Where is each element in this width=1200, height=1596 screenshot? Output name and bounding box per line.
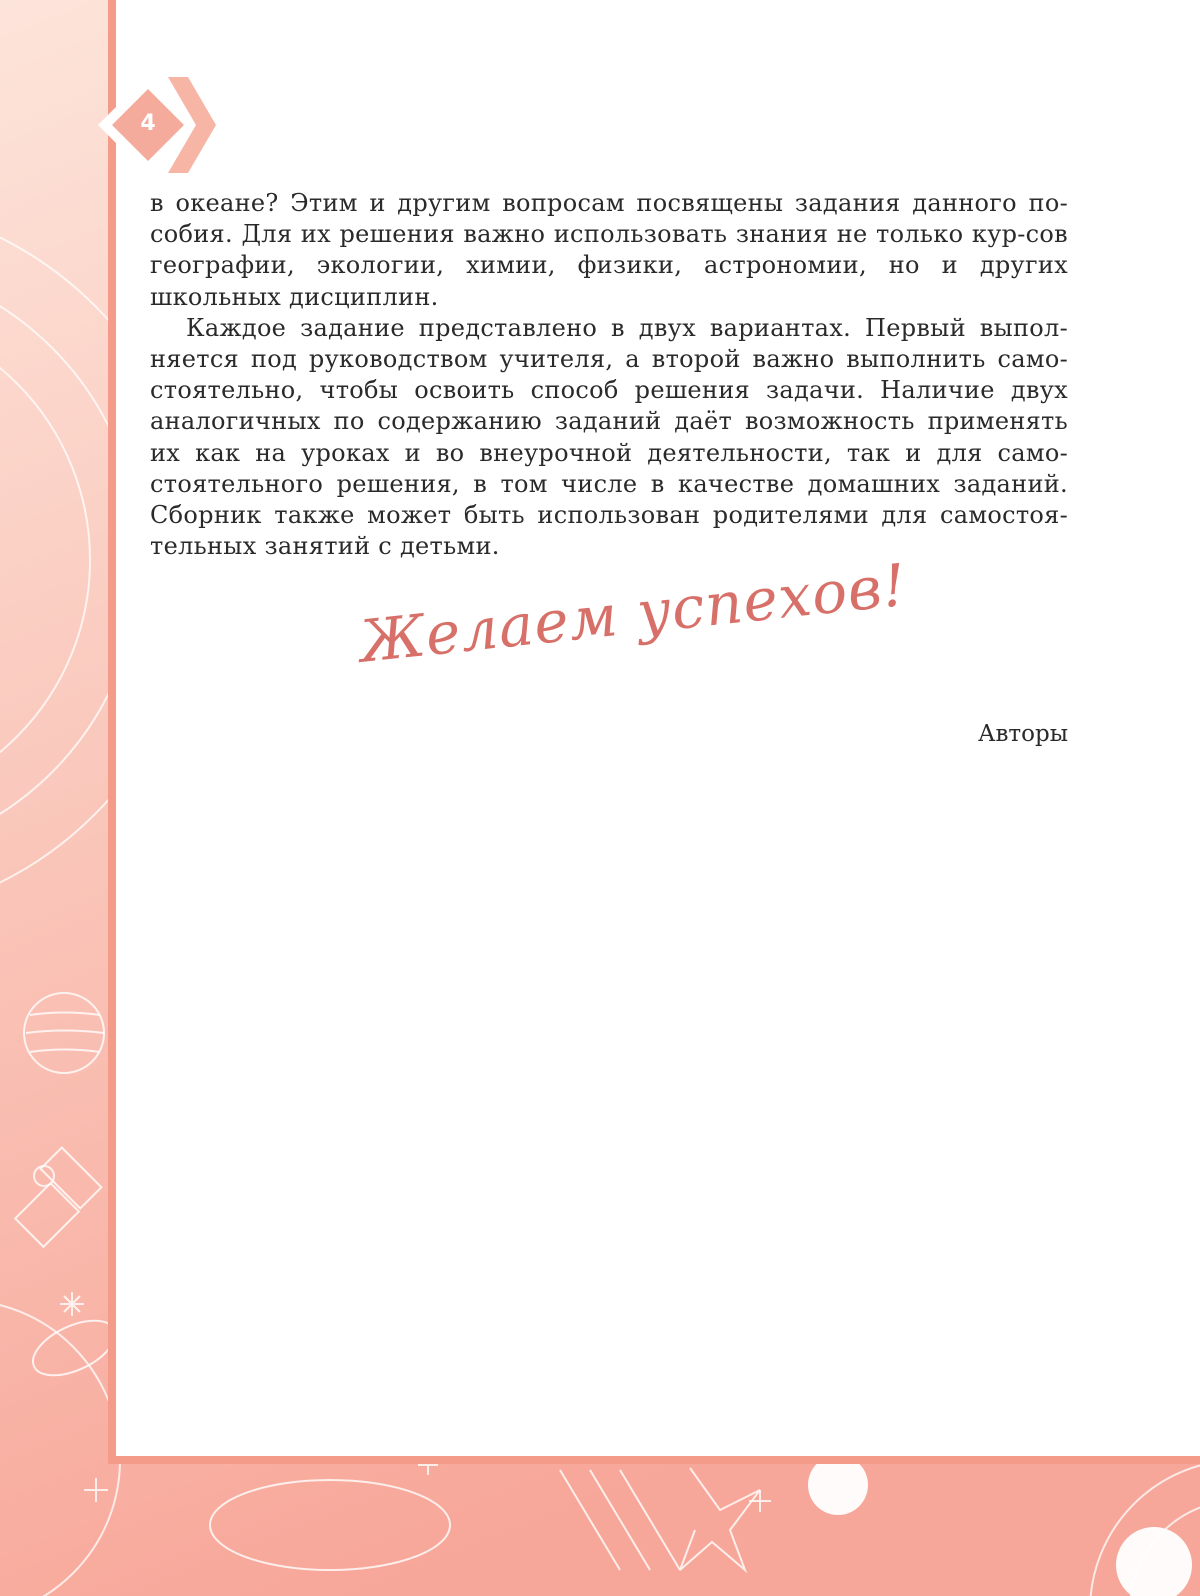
body-text	[150, 188, 1068, 562]
closing-wish	[356, 550, 910, 710]
page-number: 4	[140, 111, 156, 136]
paragraph: Каждое задание представлено в двух вариантах. Первый выпол-няется под руководством учителя, а второй важно выполнить само-стоятельно, чтобы освоить способ решения задачи. Наличие двух аналогичных по содержанию заданий даёт возможность применять их как на уроках и во внеурочной деятельности, так и для само-стоятельного решения, в том числе в качестве домашних заданий. Сборник также может быть использован родителями для самостоя-тельных занятий с детьми.	[150, 313, 1068, 561]
closing-text: Желаем успехов!	[356, 550, 910, 676]
paragraph: в океане? Этим и другим вопросам посвящены задания данного по-собия. Для их решения важно использовать знания не только кур-сов географии, экологии, химии, физики, астрономии, но и других школьных дисциплин.	[150, 189, 1068, 311]
signature: Авторы	[978, 721, 1068, 747]
